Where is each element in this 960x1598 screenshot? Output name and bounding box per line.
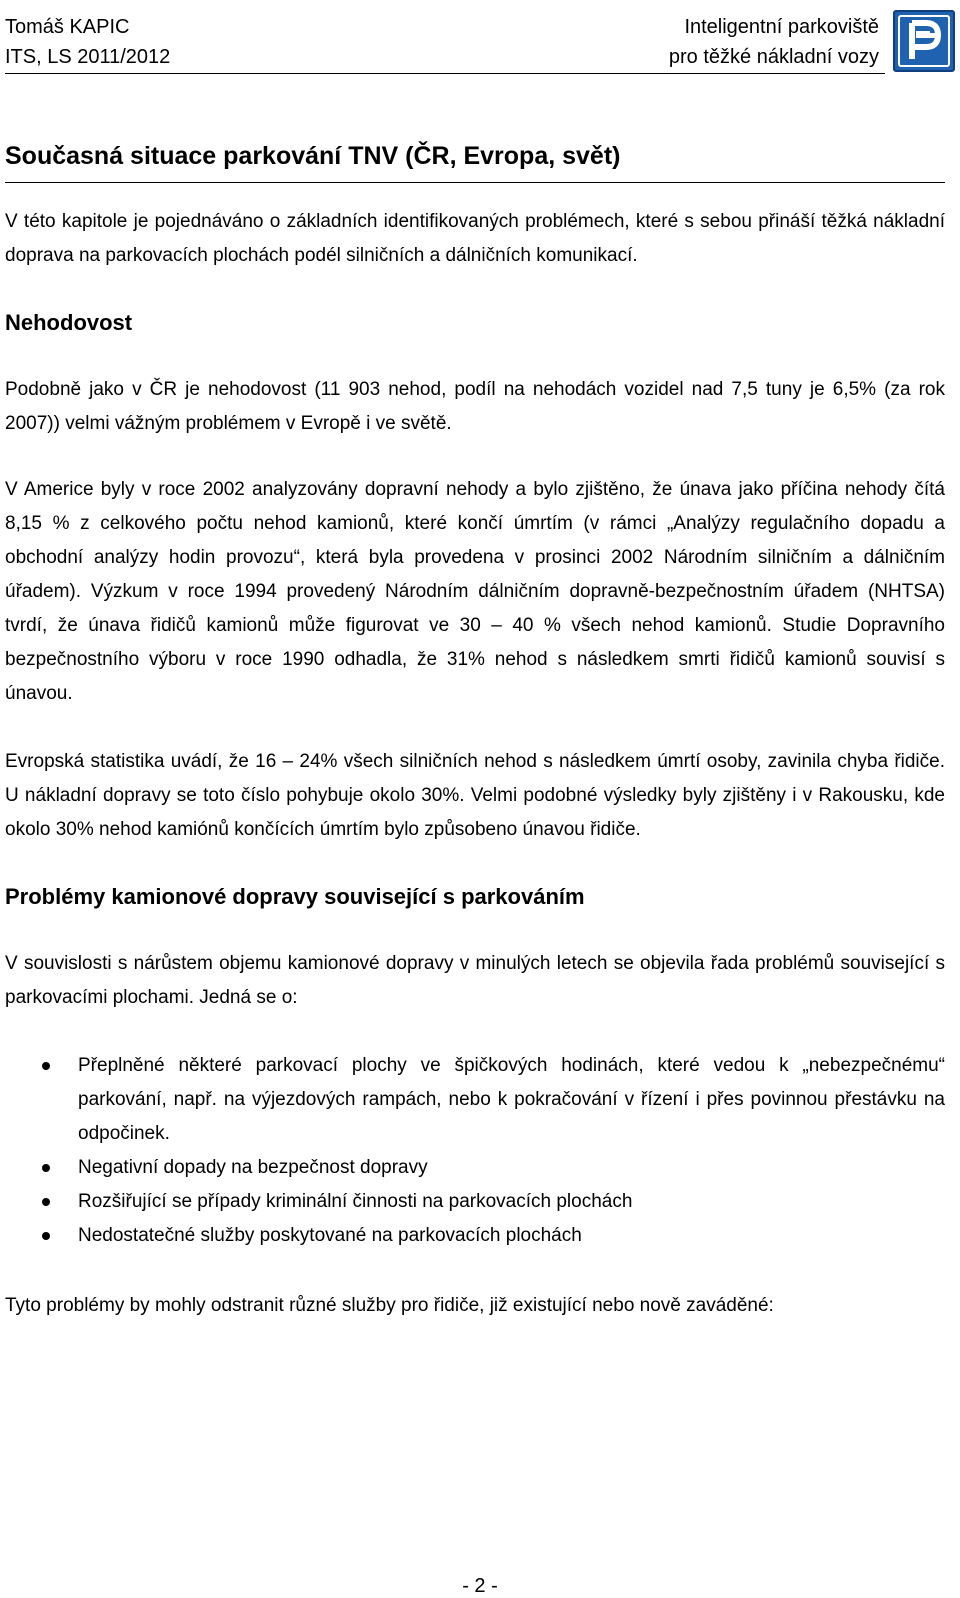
bullet-icon: [42, 1062, 50, 1070]
bullet-icon: [42, 1232, 50, 1240]
list-item: [5, 1185, 945, 1219]
list-item: [5, 1219, 945, 1253]
header-divider: [5, 73, 885, 74]
accidents-paragraph-3: Evropská statistika uvádí, že 16 – 24% všech silničních nehod s následkem úmrtí osoby, zavinila chyba řidiče. U nákladní dopravy se toto číslo pohybuje okolo 30%. Velmi podobné výsledky byly zjištěny i v Rakousku, kde okolo 30% nehod kamiónů končících úmrtím bylo způsobeno únavou řidiče.: [5, 751, 945, 840]
parking-logo-graphic: [895, 12, 953, 70]
problems-heading: Problémy kamionové dopravy související s parkováním: [5, 884, 585, 909]
header-author: Tomáš KAPIC: [5, 16, 130, 38]
header-right: [669, 12, 879, 72]
list-item-text: Nedostatečné služby poskytované na parkovacích plochách: [78, 1225, 582, 1246]
header-left: [5, 12, 170, 72]
accidents-paragraph-2: V Americe byly v roce 2002 analyzovány dopravní nehody a bylo zjištěno, že únava jako příčina nehody čítá 8,15 % z celkového počtu nehod kamionů, které končí úmrtím (v rámci „Analýzy regulačního dopadu a obchodní analýzy hodin provozu“, která byla provedena v prosinci 2002 Národním silničním a dálničním úřadem). Výzkum v roce 1994 provedený Národním dálničním dopravně-bezpečnostním úřadem (NHTSA) tvrdí, že únava řidičů kamionů může figurovat ve 30 – 40 % všech nehod kamionů. Studie Dopravního bezpečnostního výboru v roce 1990 odhadla, že 31% nehod s následkem smrti řidičů kamionů souvisí s únavou.: [5, 479, 945, 704]
list-item-text: Rozšiřující se případy kriminální činnosti na parkovacích plochách: [78, 1191, 633, 1212]
accidents-heading: Nehodovost: [5, 310, 133, 335]
problems-intro-paragraph: V souvislosti s nárůstem objemu kamionové dopravy v minulých letech se objevila řada problémů související s parkovacími plochami. Jedná se o:: [5, 953, 945, 1008]
list-item-text: Negativní dopady na bezpečnost dopravy: [78, 1157, 428, 1178]
header-title-line2: pro těžké nákladní vozy: [668, 46, 879, 68]
problems-closing-paragraph: Tyto problémy by mohly odstranit různé služby pro řidiče, již existující nebo nově zaváděné:: [5, 1295, 774, 1316]
list-item: [5, 1049, 945, 1151]
list-item: [5, 1151, 945, 1185]
list-item-text: Přeplněné některé parkovací plochy ve špičkových hodinách, které vedou k „nebezpečnému“ parkování, např. na výjezdových rampách, nebo k pokračování v řízení i přes povinnou přestávku na odpočinek.: [78, 1055, 945, 1144]
bullet-icon: [42, 1164, 50, 1172]
bullet-icon: [42, 1198, 50, 1206]
page-header: [5, 10, 955, 74]
section-title: Současná situace parkování TNV (ČR, Evropa, svět): [5, 120, 945, 183]
accidents-paragraph-1: Podobně jako v ČR je nehodovost (11 903 nehod, podíl na nehodách vozidel nad 7,5 tuny je 6,5% (za rok 2007)) velmi vážným problémem v Evropě i ve světě.: [5, 379, 945, 434]
page-content: [5, 120, 945, 1323]
page-number: - 2 -: [462, 1575, 498, 1597]
section-intro-paragraph: V této kapitole je pojednáváno o základních identifikovaných problémech, které s sebou přináší těžká nákladní doprava na parkovacích plochách podél silničních a dálničních komunikací.: [5, 211, 945, 266]
problems-list: [5, 1049, 945, 1253]
header-title-line1: Inteligentní parkoviště: [684, 16, 879, 38]
header-course: ITS, LS 2011/2012: [5, 46, 171, 68]
parking-truck-logo-icon: [893, 10, 955, 72]
